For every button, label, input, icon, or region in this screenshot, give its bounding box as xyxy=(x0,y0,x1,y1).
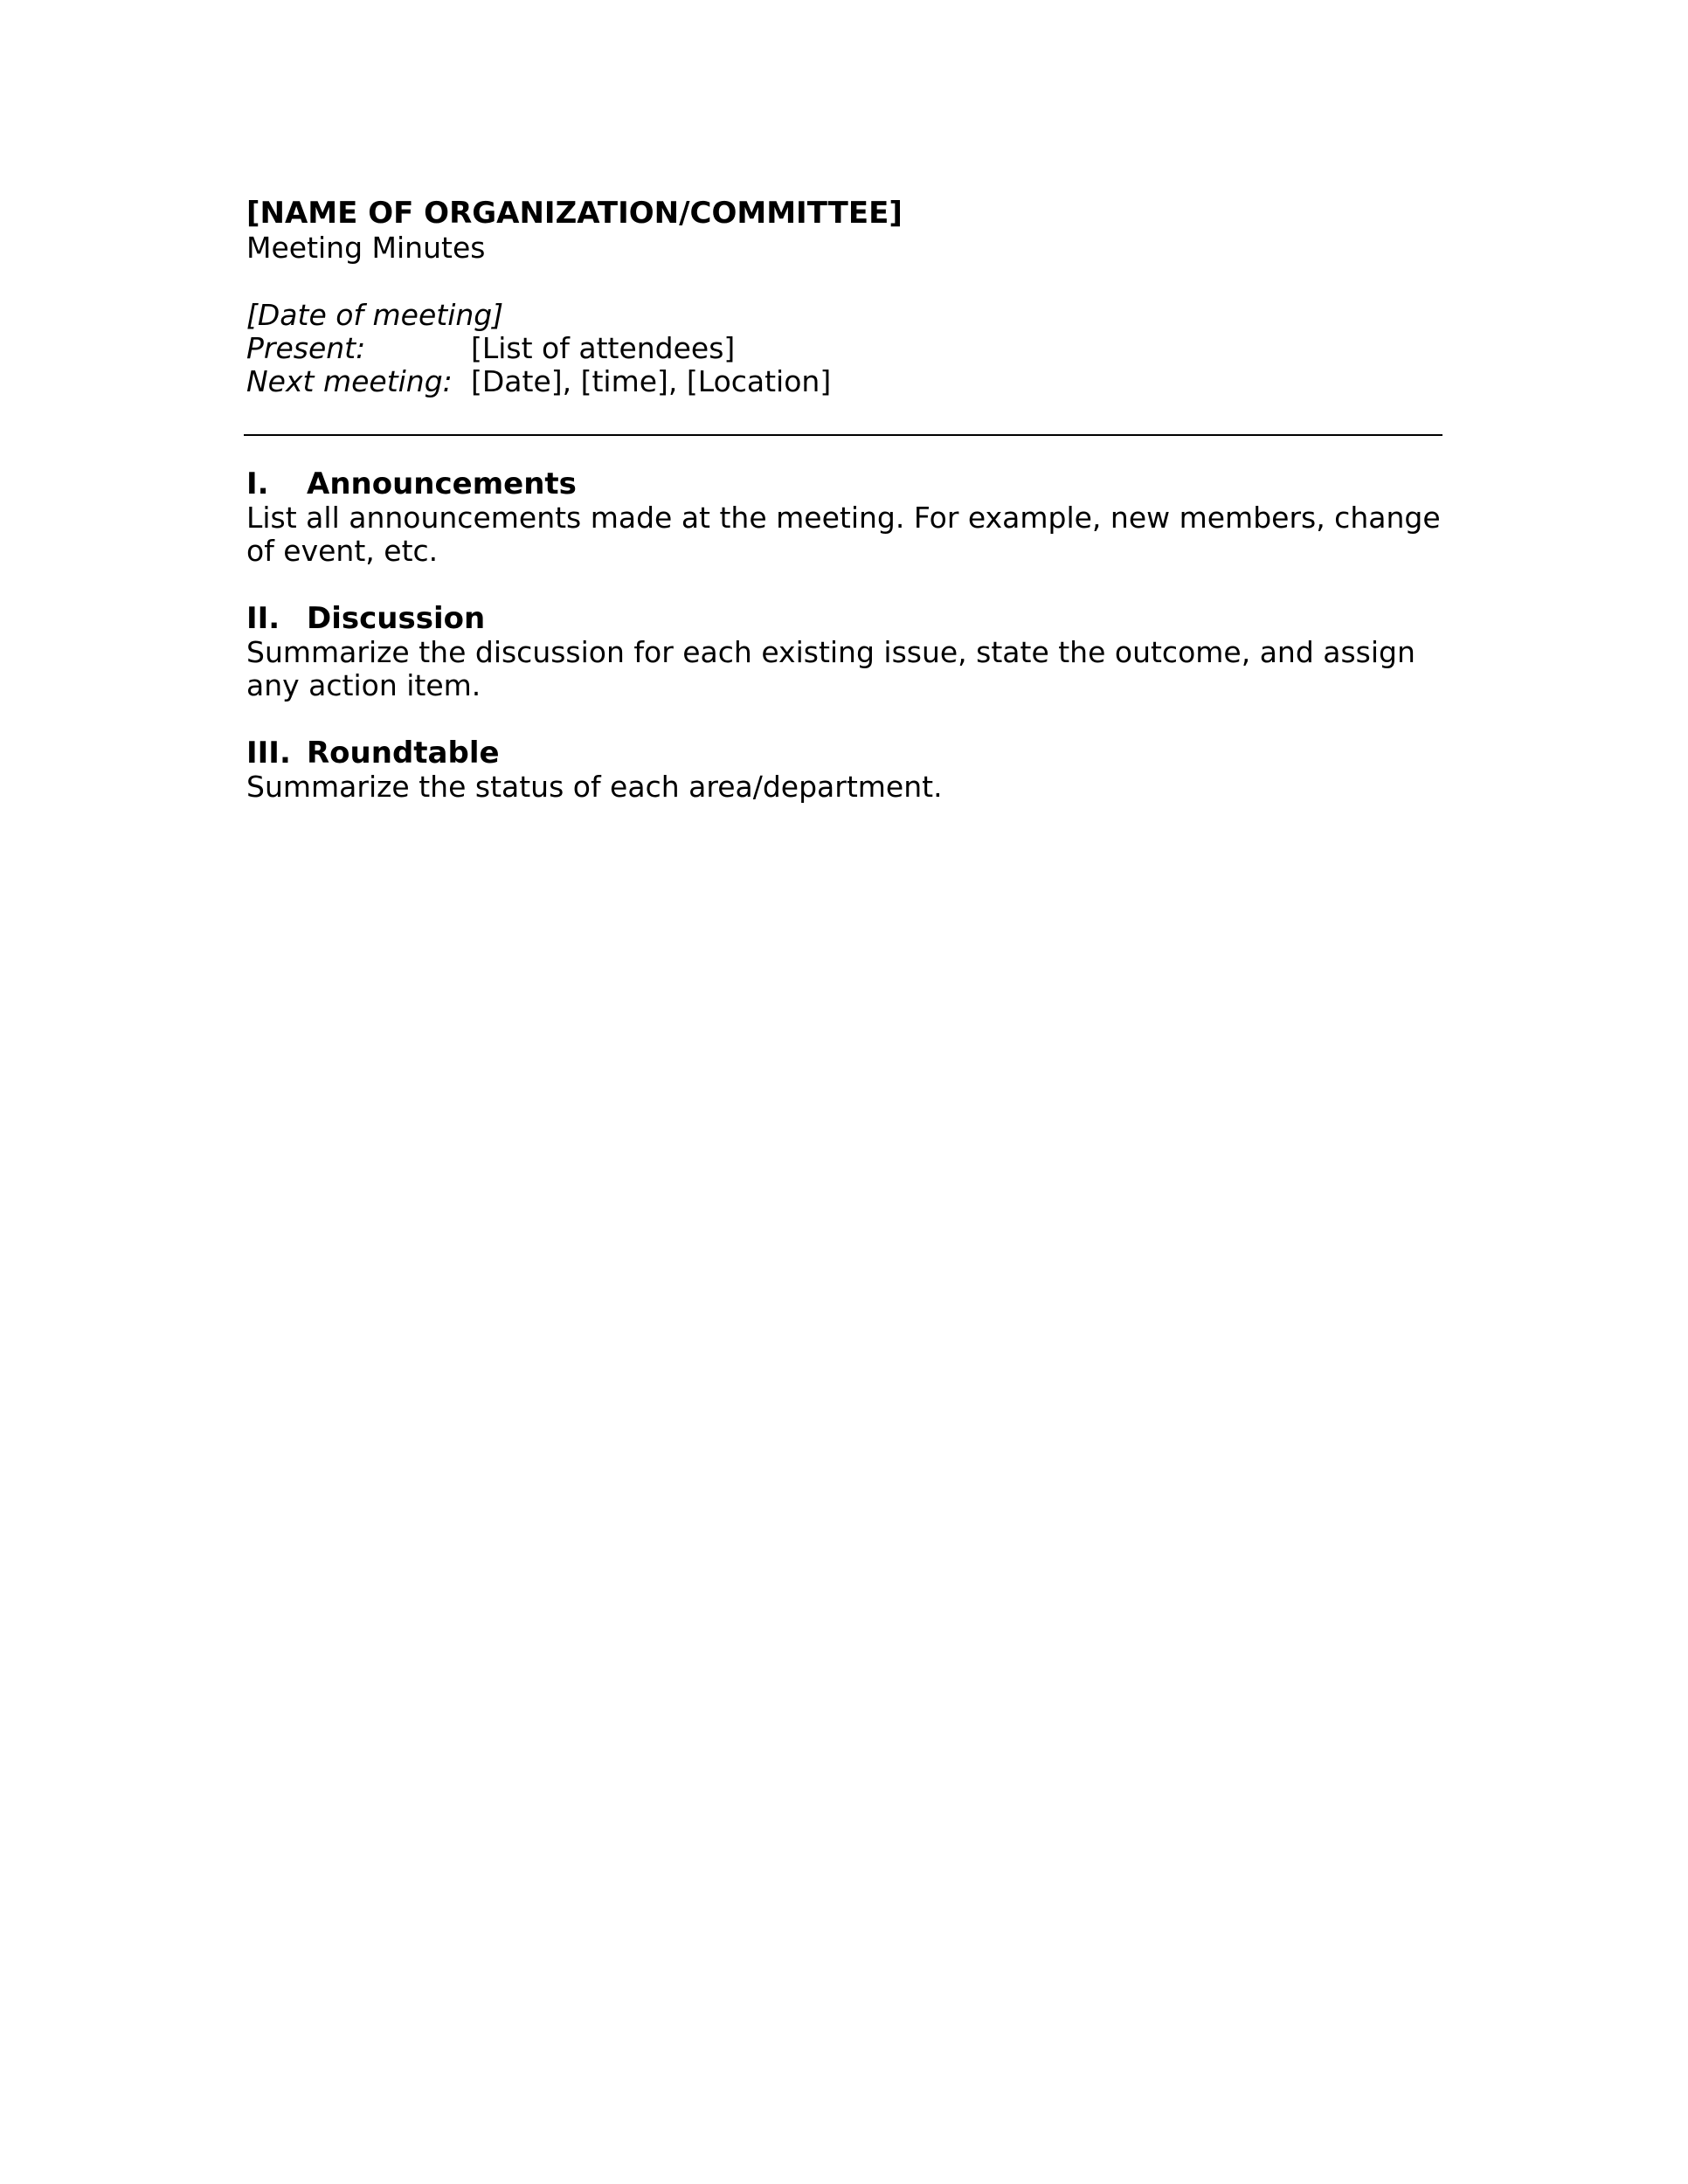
next-meeting-label: Next meeting: xyxy=(246,364,453,398)
section-heading xyxy=(246,601,1443,636)
section-title: Discussion xyxy=(307,601,486,636)
horizontal-divider xyxy=(244,434,1442,436)
section-roundtable xyxy=(246,736,1443,804)
meeting-details xyxy=(246,299,1443,398)
present-row xyxy=(246,332,1443,365)
section-body: List all announcements made at the meeting. For example, new members, change of event, etc. xyxy=(246,501,1441,568)
organization-name: [NAME OF ORGANIZATION/COMMITTEE] xyxy=(246,196,903,231)
document-type: Meeting Minutes xyxy=(246,231,486,265)
section-number: I. xyxy=(246,467,269,501)
next-meeting-value: [Date], [time], [Location] xyxy=(471,364,832,398)
minutes-sections xyxy=(246,467,1443,837)
section-title: Roundtable xyxy=(307,736,500,771)
present-label: Present: xyxy=(246,331,366,365)
document-header xyxy=(246,196,1443,398)
section-title: Announcements xyxy=(307,467,577,501)
section-announcements xyxy=(246,467,1443,568)
meeting-date: [Date of meeting] xyxy=(246,298,504,332)
section-discussion xyxy=(246,601,1443,702)
section-heading xyxy=(246,467,1443,501)
section-number: II. xyxy=(246,601,280,636)
section-body: Summarize the status of each area/department. xyxy=(246,770,943,804)
section-heading xyxy=(246,736,1443,771)
section-body: Summarize the discussion for each existing issue, state the outcome, and assign any action item. xyxy=(246,635,1415,702)
next-meeting-row xyxy=(246,365,1443,398)
section-number: III. xyxy=(246,736,291,771)
present-value: [List of attendees] xyxy=(471,331,736,365)
